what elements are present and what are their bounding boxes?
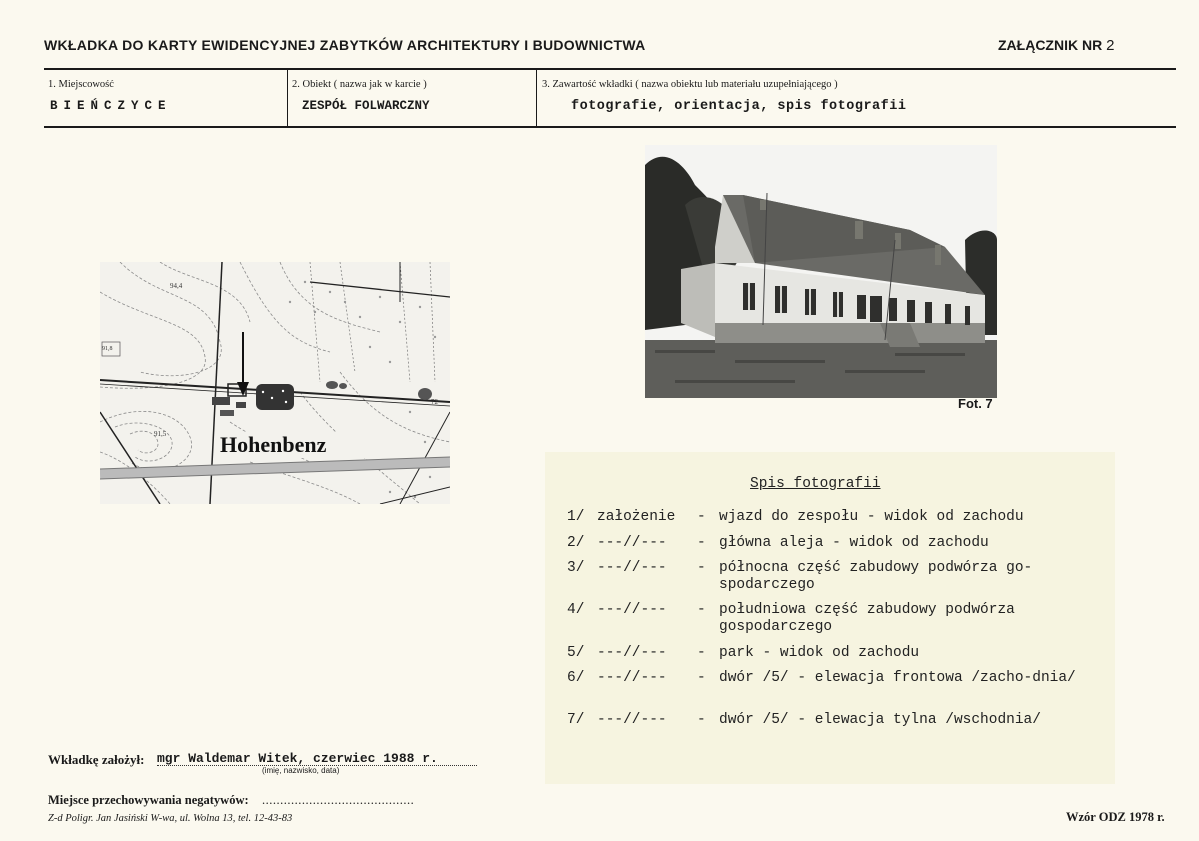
list-item-number: 6/ bbox=[567, 670, 585, 686]
list-item-subject: ---//--- bbox=[597, 670, 667, 686]
spot-height-label: 91,5 bbox=[154, 430, 167, 438]
list-item-description: dwór /5/ - elewacja frontowa /zacho-dnia/ bbox=[719, 670, 1076, 686]
list-item-number: 3/ bbox=[567, 560, 585, 576]
list-item-subject: założenie bbox=[597, 509, 676, 525]
list-item-subject: ---//--- bbox=[597, 645, 667, 661]
annex-label bbox=[998, 37, 1114, 54]
contents-label: 3. Zawartość wkładki ( nazwa obiektu lub materiału uzupełniającego ) bbox=[542, 79, 838, 90]
negatives-location-value: .......................................... bbox=[262, 793, 415, 807]
list-item-dash: - bbox=[697, 670, 706, 686]
fields-bottom-rule bbox=[44, 126, 1176, 128]
founded-by-label: Wkładkę założył: bbox=[48, 752, 145, 767]
contents-value: fotografie, orientacja, spis fotografii bbox=[571, 99, 907, 114]
negatives-location-label: Miejsce przechowywania negatywów: bbox=[48, 793, 249, 807]
list-item-description: park - widok od zachodu bbox=[719, 645, 920, 661]
annex-label-text: ZAŁĄCZNIK NR bbox=[998, 37, 1103, 53]
photo-list bbox=[545, 452, 1115, 784]
list-item-description: dwór /5/ - elewacja tylna /wschodnia/ bbox=[719, 712, 1041, 728]
list-item-dash: - bbox=[697, 712, 706, 728]
founded-by-value: mgr Waldemar Witek, czerwiec 1988 r. bbox=[157, 751, 438, 766]
topographic-map bbox=[100, 262, 450, 504]
map-place-name: Hohenbenz bbox=[220, 432, 327, 457]
annex-number: 2 bbox=[1106, 37, 1115, 54]
list-item-subject: ---//--- bbox=[597, 535, 667, 551]
manor-photograph bbox=[645, 145, 997, 398]
place-value: BIEŃCZYCE bbox=[50, 99, 172, 113]
list-item-dash: - bbox=[697, 602, 706, 618]
spot-height-label: 91,8 bbox=[102, 346, 113, 352]
list-item-subject: ---//--- bbox=[597, 602, 667, 618]
photo-drawing bbox=[645, 145, 997, 398]
top-rule bbox=[44, 68, 1176, 70]
list-item-description: południowa część zabudowy podwórza gospodarczego bbox=[719, 602, 1015, 635]
field-divider bbox=[536, 70, 537, 128]
list-item-dash: - bbox=[697, 535, 706, 551]
form-model: Wzór ODZ 1978 r. bbox=[1066, 810, 1165, 824]
list-item-dash: - bbox=[697, 509, 706, 525]
list-item-description: wjazd do zespołu - widok od zachodu bbox=[719, 509, 1024, 525]
object-value: ZESPÓŁ FOLWARCZNY bbox=[302, 99, 430, 113]
list-item-subject: ---//--- bbox=[597, 712, 667, 728]
photo-list-title: Spis fotografii bbox=[750, 476, 881, 492]
photo-caption: Fot. 7 bbox=[958, 396, 993, 411]
list-item-number: 4/ bbox=[567, 602, 585, 618]
form-title: WKŁADKA DO KARTY EWIDENCYJNEJ ZABYTKÓW ARCHITEKTURY I BUDOWNICTWA bbox=[44, 37, 646, 53]
list-item-description: północna część zabudowy podwórza go-spodarczego bbox=[719, 560, 1033, 593]
list-item-number: 2/ bbox=[567, 535, 585, 551]
list-item-dash: - bbox=[697, 645, 706, 661]
printer-imprint: Z-d Poligr. Jan Jasiński W-wa, ul. Wolna 13, tel. 12-43-83 bbox=[48, 813, 293, 824]
list-item-subject: ---//--- bbox=[597, 560, 667, 576]
spot-height-label: 72 bbox=[431, 398, 438, 406]
object-label: 2. Obiekt ( nazwa jak w karcie ) bbox=[292, 79, 427, 90]
list-item-dash: - bbox=[697, 560, 706, 576]
spot-height-label: 94,4 bbox=[170, 282, 183, 290]
list-item-number: 1/ bbox=[567, 509, 585, 525]
list-item-number: 5/ bbox=[567, 645, 585, 661]
list-item-description: główna aleja - widok od zachodu bbox=[719, 535, 989, 551]
founded-by-hint: (imię, nazwisko, data) bbox=[262, 766, 340, 775]
list-item-number: 7/ bbox=[567, 712, 585, 728]
place-label: 1. Miejscowość bbox=[48, 79, 114, 90]
map-drawing bbox=[100, 262, 450, 504]
field-divider bbox=[287, 70, 288, 128]
